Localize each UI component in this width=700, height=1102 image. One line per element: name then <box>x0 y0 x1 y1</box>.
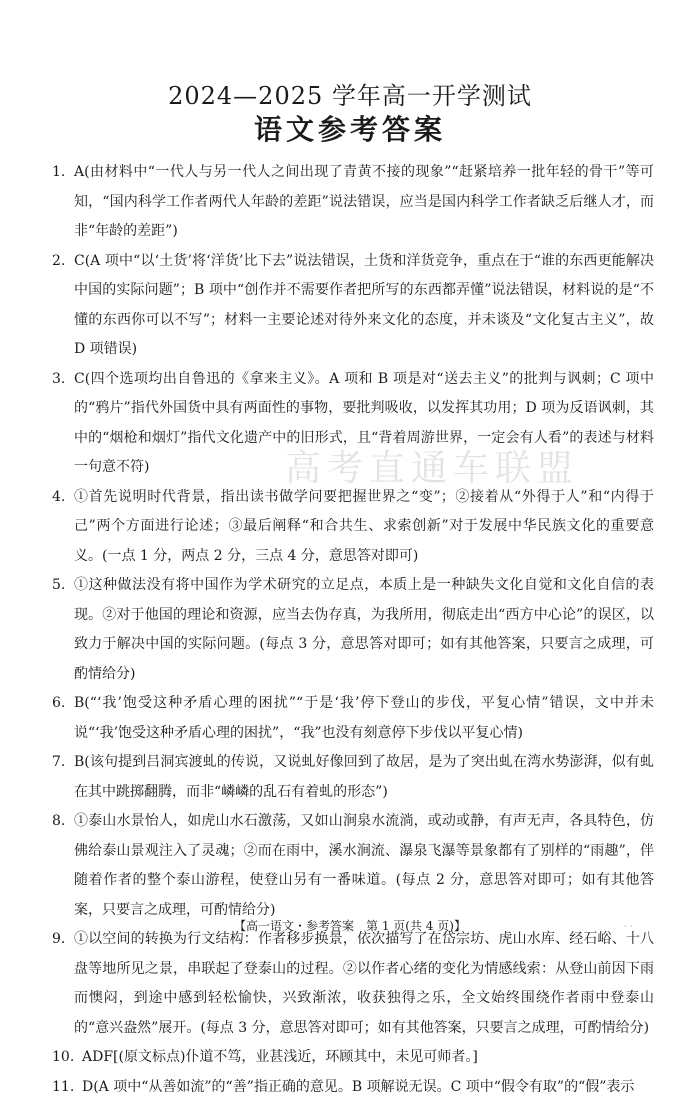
item-number: 4. <box>52 483 74 572</box>
item-number: 1. <box>52 158 74 247</box>
item-text: C(四个选项均出自鲁迅的《拿来主义》。A 项和 B 项是对“送去主义”的批判与讽刺；C 项中的“鸦片”指代外国货中具有两面性的事物，要批判吸收，以发挥其功用；D 项为反语讽刺，其中的“烟枪和烟灯”指代文化遗产中的旧形式，且“背着周游世界，一定会有人看”的表述与材料一句意不符) <box>74 365 654 483</box>
answer-item-1 <box>52 158 654 247</box>
item-number: 9. <box>52 925 74 1043</box>
item-number: 5. <box>52 571 74 689</box>
item-number: 11. <box>52 1073 82 1102</box>
answer-item-8 <box>52 807 654 925</box>
item-text: B(“‘我’饱受这种矛盾心理的困扰”“于是‘我’停下登山的步伐，平复心情”错误，文中并未说“‘我’饱受这种矛盾心理的困扰”，“我”也没有刻意停下步伐以平复心情) <box>74 689 654 748</box>
item-number: 3. <box>52 365 74 483</box>
page-title: 2024—2025 学年高一开学测试 <box>0 76 700 111</box>
item-text: D(A 项中“从善如流”的“善”指正确的意见。B 项解说无误。C 项中“假令有取”的“假”表示 <box>82 1073 654 1102</box>
item-number: 7. <box>52 748 74 807</box>
item-number: 2. <box>52 247 74 365</box>
answer-item-9 <box>52 925 654 1043</box>
item-text: B(该句提到吕洞宾渡虬的传说，又说虬好像回到了故居，是为了突出虬在湾水势澎湃，似有虬在其中跳掷翻腾，而非“嶙嶙的乱石有着虬的形态”) <box>74 748 654 807</box>
answer-item-6 <box>52 689 654 748</box>
page-subtitle: 语文参考答案 <box>0 108 700 148</box>
item-text: ①这种做法没有将中国作为学术研究的立足点，本质上是一种缺失文化自觉和文化自信的表现。②对于他国的理论和资源，应当去伪存真，为我所用，彻底走出“西方中心论”的误区，以致力于解决中国的实际问题。(每点 3 分，意思答对即可；如有其他答案，只要言之成理，可酌情给分) <box>74 571 654 689</box>
page-footer: 【高一语文・参考答案 第 1 页(共 4 页)】 <box>0 917 700 934</box>
answer-item-3 <box>52 365 654 483</box>
answer-item-5 <box>52 571 654 689</box>
item-text: ①首先说明时代背景，指出读书做学问要把握世界之“变”；②接着从“外得于人”和“内得于己”两个方面进行论述；③最后阐释“和合共生、求索创新”对于发展中华民族文化的重要意义。(一点 1 分，两点 2 分，三点 4 分，意思答对即可) <box>74 483 654 572</box>
item-number: 10. <box>52 1043 82 1073</box>
answer-item-4 <box>52 483 654 572</box>
answer-item-7 <box>52 748 654 807</box>
item-text: A(由材料中“一代人与另一代人之间出现了青黄不接的现象”“赶紧培养一批年轻的骨干”等可知，“国内科学工作者两代人年龄的差距”说法错误，应当是国内科学工作者缺乏后继人才，而非“年龄的差距”) <box>74 158 654 247</box>
item-text: ①泰山水景怡人，如虎山水石激荡，又如山涧泉水流淌，或动或静，有声无声，各具特色，仿佛给泰山景观注入了灵魂；②而在雨中，溪水涧流、瀑泉飞瀑等景象都有了别样的“雨趣”，伴随着作者的整个泰山游程，使登山另有一番味道。(每点 2 分，意思答对即可；如有其他答案，只要言之成理，可酌情给分) <box>74 807 654 925</box>
answer-list <box>52 158 654 1102</box>
answer-item-10 <box>52 1043 654 1073</box>
item-text: ①以空间的转换为行文结构：作者移步换景，依次描写了在岱宗坊、虎山水库、经石峪、十八盘等地所见之景，串联起了登泰山的过程。②以作者心绪的变化为情感线索：从登山前因下雨而懊闷，到途中感到轻松愉快，兴致渐浓，收获独得之乐，全文始终围绕作者雨中登泰山的“意兴盎然”展开。(每点 3 分，意思答对即可；如有其他答案，只要言之成理，可酌情给分) <box>74 925 654 1043</box>
answer-item-11 <box>52 1073 654 1102</box>
answer-item-2 <box>52 247 654 365</box>
watermark: 高考直通车联盟 <box>285 440 579 491</box>
item-text: C(A 项中“以‘土货’将‘洋货’比下去”说法错误，土货和洋货竞争，重点在于“谁的东西更能解决中国的实际问题”；B 项中“创作并不需要作者把所写的东西都弄懂”说法错误，材料说的是“不懂的东西你可以不写”；材料一主要论述对待外来文化的态度，并未谈及“文化复古主义”，故 D 项错误) <box>74 247 654 365</box>
item-number: 8. <box>52 807 74 925</box>
footer-mark: · · <box>624 922 633 932</box>
item-number: 6. <box>52 689 74 748</box>
item-text: ADF[(原文标点)仆道不笃，业甚浅近，环顾其中，未见可师者。] <box>82 1043 654 1073</box>
